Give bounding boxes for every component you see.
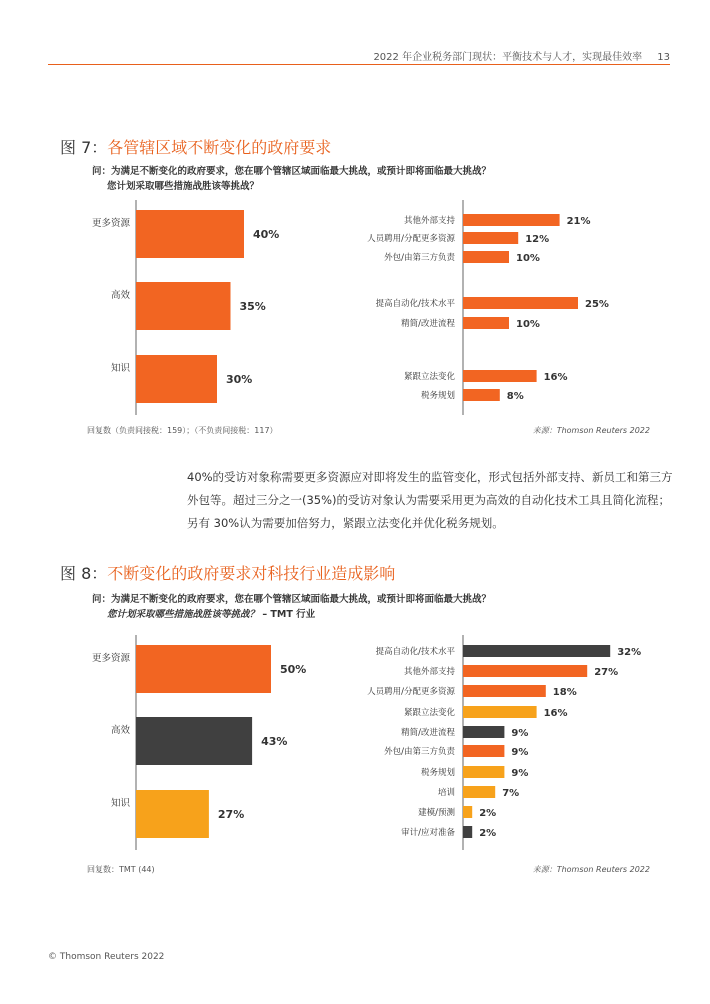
fig8-right-bar [463,806,472,818]
fig7-right-value-label: 21% [566,216,591,227]
fig8-right-bar [463,745,504,757]
fig8-right-category-label: 提高自动化/技术水平 [375,647,455,657]
fig7-right-value-label: 10% [516,253,540,264]
body-paragraph: 40%的受访对象称需要更多资源应对即将发生的监管变化，形式包括外部支持、新员工和第三方外包等。超过三分之一(35%)的受访对象认为需要采用更为高效的自动化技术工具且简化流程；另有 30%认为需要加倍努力，紧跟立法变化并优化税务规划。 [187,470,673,530]
fig8-left-value-label: 50% [280,663,307,676]
fig7-right-category-label: 外包/由第三方负责 [384,253,455,263]
fig8-right-category-label: 紧跟立法变化 [403,708,455,718]
fig7-right-value-label: 10% [516,319,540,330]
fig7-right-bar [463,370,537,382]
fig7-right-category-label: 税务规划 [420,391,455,401]
fig7-left-bar [136,210,244,258]
header-title: 2022 年企业税务部门现状：平衡技术与人才，实现最佳效率 [373,52,643,63]
fig7-right-category-label: 紧跟立法变化 [403,372,455,382]
fig7-right-category-label: 人员聘用/分配更多资源 [367,234,455,244]
fig7-right-bar [463,251,509,263]
fig8-right-value-label: 2% [479,828,497,839]
copyright: © Thomson Reuters 2022 [48,952,165,962]
fig8-right-value-label: 32% [617,647,642,658]
fig7-source: 来源：Thomson Reuters 2022 [532,426,650,435]
fig8-left-category-label: 知识 [110,798,130,809]
fig8-right-chart [330,635,670,850]
fig8-source: 来源：Thomson Reuters 2022 [532,865,650,874]
fig7-left-category-label: 更多资源 [91,218,130,229]
fig7-question-line1: 问：为满足不断变化的政府要求，您在哪个管辖区域面临最大挑战，或预计即将面临最大挑战？ [92,166,492,177]
fig8-right-bar [463,645,610,657]
fig7-left-chart [60,200,330,415]
fig8-left-bar [136,645,271,693]
fig8-left-category-label: 高效 [110,725,130,736]
fig7-right-value-label: 25% [585,299,609,310]
fig8-right-category-label: 其他外部支持 [403,667,455,677]
fig8-question-line1: 问：为满足不断变化的政府要求，您在哪个管辖区域面临最大挑战，或预计即将面临最大挑战？ [92,594,492,605]
fig7-right-value-label: 8% [506,391,524,402]
fig8-right-value-label: 7% [502,788,520,799]
fig8-right-value-label: 2% [479,808,497,819]
fig8-question-line2: 您计划采取哪些措施战胜该等挑战？ [107,609,260,620]
fig8-right-bar [463,786,495,798]
fig7-left-value-label: 30% [226,373,253,386]
fig8-question-suffix: – TMT 行业 [259,609,316,620]
fig8-right-value-label: 9% [511,747,529,758]
header-rule [48,64,670,65]
fig7-left-value-label: 40% [253,228,280,241]
fig7-left-value-label: 35% [239,300,266,313]
fig8-right-category-label: 培训 [437,788,455,798]
running-header [373,48,670,63]
fig7-right-category-label: 其他外部支持 [403,216,455,226]
fig8-label: 图 8： [60,564,108,583]
fig7-right-chart [330,200,670,415]
fig8-right-value-label: 18% [552,687,577,698]
fig8-left-value-label: 43% [261,735,288,748]
fig8-right-category-label: 外包/由第三方负责 [384,747,455,757]
fig8-right-bar [463,665,587,677]
fig8-left-bar [136,790,209,838]
fig8-left-value-label: 27% [217,808,245,821]
fig8-title-text: 不断变化的政府要求对科技行业造成影响 [107,564,396,583]
fig7-question [92,164,491,194]
fig7-left-category-label: 高效 [110,290,130,301]
fig7-label: 图 7： [60,138,108,157]
fig7-left-bar [136,282,231,330]
fig7-right-value-label: 12% [525,234,550,245]
page-number: 13 [657,52,670,63]
fig7-right-bar [463,389,500,401]
fig8-right-category-label: 审计/应对准备 [401,828,455,838]
fig7-right-value-label: 16% [543,372,568,383]
fig8-right-bar [463,685,546,697]
fig8-right-category-label: 建模/预测 [418,808,455,818]
fig7-footnote: 回复数（负责间接税：159）；（不负责间接税：117） [87,426,278,435]
fig8-right-value-label: 9% [511,768,529,779]
fig8-footnote: 回复数：TMT (44) [87,865,155,874]
fig7-left-category-label: 知识 [110,363,130,374]
fig8-right-bar [463,706,537,718]
fig8-right-category-label: 精简/改进流程 [401,728,455,738]
fig8-left-bar [136,717,252,765]
fig7-right-bar [463,214,560,226]
fig8-right-value-label: 27% [594,667,619,678]
fig7-right-category-label: 精简/改进流程 [401,319,455,329]
fig7-right-bar [463,317,509,329]
fig7-right-bar [463,232,518,244]
fig7-title [60,135,331,158]
fig8-title [60,561,395,584]
fig8-right-value-label: 16% [543,708,568,719]
fig7-right-category-label: 提高自动化/技术水平 [375,299,455,309]
fig8-right-bar [463,766,504,778]
fig8-left-chart [60,635,330,850]
fig8-right-bar [463,826,472,838]
fig7-right-bar [463,297,578,309]
fig8-right-category-label: 人员聘用/分配更多资源 [367,687,455,697]
fig8-right-bar [463,726,504,738]
fig8-question [92,592,491,622]
fig8-left-category-label: 更多资源 [91,653,130,664]
fig7-left-bar [136,355,217,403]
fig7-title-text: 各管辖区域不断变化的政府要求 [107,138,332,157]
fig8-right-value-label: 9% [511,728,529,739]
fig8-right-category-label: 税务规划 [420,768,455,778]
fig7-question-line2: 您计划采取哪些措施战胜该等挑战？ [107,181,260,192]
